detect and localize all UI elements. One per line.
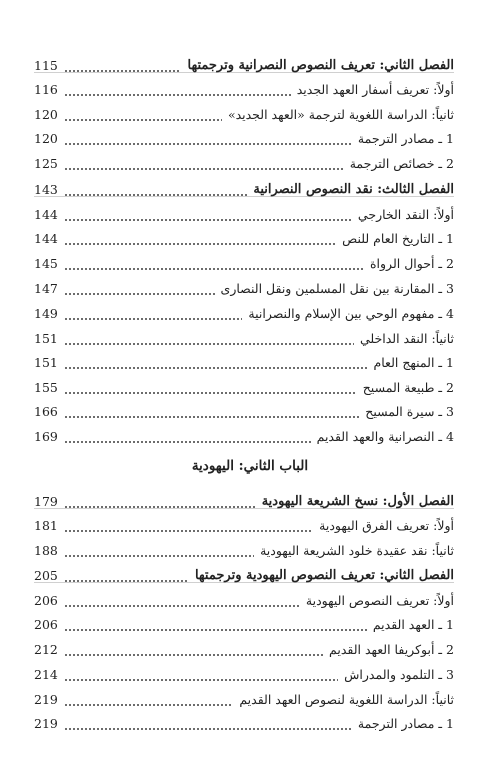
toc-entry-page: 169 [34,429,58,444]
toc-entry-page: 145 [34,256,58,271]
toc-entry-page: 149 [34,306,58,321]
leader-dots [64,429,311,445]
leader-dots [64,331,354,347]
toc-entry-title: أولاً: النقد الخارجي [357,207,454,222]
leader-dots [64,667,338,683]
toc-entry-title: ثانياً: نقد عقيدة خلود الشريعة اليهودية [260,543,454,558]
toc-entry-page: 147 [34,281,58,296]
toc-entry-title: 2 ـ طبيعة المسيح [362,380,454,395]
toc-entry [34,227,454,247]
toc-entry-page: 166 [34,404,58,419]
divider [34,196,454,197]
leader-dots [64,207,352,223]
toc-entry-page: 151 [34,355,58,370]
toc-entry [34,613,454,633]
toc-entry-title: 1 ـ مصادر الترجمة [357,131,454,146]
leader-dots [64,231,336,247]
toc-entry-page: 120 [34,107,58,122]
leader-dots [64,642,323,658]
toc-entry [34,252,454,272]
toc-entry [34,327,454,347]
toc-entry-page: 143 [34,182,58,197]
toc-entry-page: 188 [34,543,58,558]
leader-dots [64,617,367,633]
leader-dots [64,355,367,371]
toc-entry [34,638,454,658]
leader-dots [64,131,352,147]
toc-entry-page: 120 [34,131,58,146]
toc-entry-title: 4 ـ النصرانية والعهد القديم [316,429,454,444]
toc-entry-title: الفصل الثاني: تعريف النصوص النصرانية وترجمتها [187,58,454,73]
toc-entry-title: 3 ـ المقارنة بين نقل المسلمين ونقل النصارى [220,281,454,296]
toc-entry-page: 219 [34,716,58,731]
toc-entry-page: 115 [34,58,58,73]
toc-entry-page: 116 [34,82,58,97]
leader-dots [64,692,233,708]
toc-entry [34,589,454,609]
toc-entry-title: ثانياً: النقد الداخلي [359,331,454,346]
leader-dots [64,716,352,732]
part-heading: الباب الثاني: اليهودية [191,458,309,474]
toc-entry-title: الفصل الأول: نسخ الشريعة اليهودية [261,494,454,509]
toc-entry [34,351,454,371]
toc-entry [34,688,454,708]
toc-entry [34,302,454,322]
toc-entry-page: 181 [34,518,58,533]
toc-entry [34,54,454,74]
toc-entry-title: 3 ـ سيرة المسيح [365,404,454,419]
leader-dots [64,380,357,396]
toc-entry-page: 144 [34,231,58,246]
toc-entry [34,277,454,297]
toc-entry [34,564,454,584]
toc-entry-title: أولاً: تعريف أسفار العهد الجديد [296,82,454,97]
leader-dots [64,404,359,420]
leader-dots [64,281,215,297]
divider [34,508,454,509]
toc-entry [34,152,454,172]
leader-dots [64,593,300,609]
toc-entry-page: 206 [34,617,58,632]
toc-entry-title: 1 ـ مصادر الترجمة [357,716,454,731]
toc-entry-title: 1 ـ التاريخ العام للنص [342,231,454,246]
toc-entry-page: 151 [34,331,58,346]
toc-entry-page: 212 [34,642,58,657]
toc-entry [34,178,454,198]
toc-entry [34,203,454,223]
toc-entry [34,490,454,510]
toc-entry [34,78,454,98]
toc-entry-page: 205 [34,568,58,583]
toc-entry [34,376,454,396]
toc-entry-title: 2 ـ أبوكريفا العهد القديم [329,642,454,657]
toc-entry [34,127,454,147]
toc-entry-title: الفصل الثاني: تعريف النصوص اليهودية وترجمتها [194,568,454,583]
toc-entry [34,663,454,683]
toc-entry-title: 1 ـ المنهج العام [373,355,454,370]
toc-entry-title: 1 ـ العهد القديم [372,617,454,632]
leader-dots [64,306,242,322]
toc-entry-title: 4 ـ مفهوم الوحي بين الإسلام والنصرانية [248,306,454,321]
divider [34,72,454,73]
toc-entry [34,103,454,123]
toc-entry-title: ثانياً: الدراسة اللغوية لنصوص العهد القديم [239,692,454,707]
leader-dots [64,156,344,172]
toc-entry-page: 144 [34,207,58,222]
toc-entry [34,514,454,534]
toc-entry-page: 219 [34,692,58,707]
leader-dots [64,518,313,534]
toc-entry-title: أولاً: تعريف النصوص اليهودية [305,593,454,608]
toc-entry-page: 125 [34,156,58,171]
toc-entry-title: ثانياً: الدراسة اللغوية لترجمة «العهد الجديد» [227,107,454,122]
leader-dots [64,82,291,98]
toc-entry-page: 155 [34,380,58,395]
leader-dots [64,256,364,272]
toc-entry-title: الفصل الثالث: نقد النصوص النصرانية [253,182,454,197]
toc-entry-title: أولاً: تعريف الفرق اليهودية [319,518,454,533]
toc-entry [34,425,454,445]
toc-entry-page: 179 [34,494,58,509]
toc-entry-title: 2 ـ أحوال الرواة [370,256,454,271]
toc-entry-page: 214 [34,667,58,682]
leader-dots [64,107,222,123]
toc-entry-title: 3 ـ التلمود والمدراش [344,667,454,682]
toc-entry-title: 2 ـ خصائص الترجمة [349,156,454,171]
leader-dots [64,543,254,559]
toc-entry-page: 206 [34,593,58,608]
toc-entry [34,712,454,732]
divider [34,582,454,583]
toc-entry [34,400,454,420]
toc-entry [34,539,454,559]
